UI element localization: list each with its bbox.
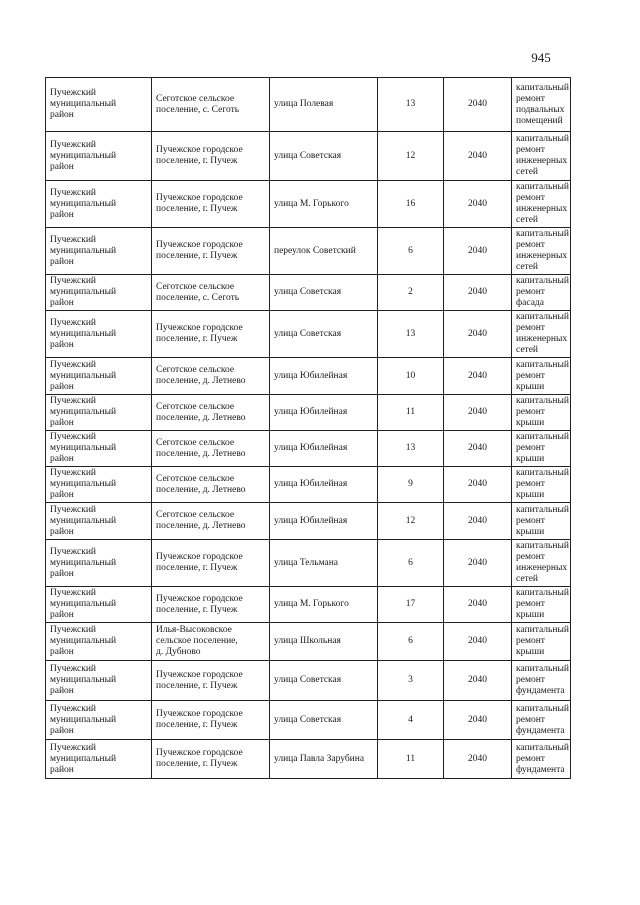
district-line: Пучежский [50,359,96,370]
cell-work [512,431,571,467]
cell-street: улица Юбилейная [270,503,378,540]
district-line: муниципальный [50,714,117,725]
cell-street: улица Юбилейная [270,358,378,395]
work-line: капитальный [516,82,569,93]
work-line: ремонт [516,145,545,155]
cell-year: 2040 [444,275,512,311]
settlement-line: Сеготское сельское [156,473,235,484]
district-line: район [50,526,74,537]
work-line: ремонт [516,323,545,333]
work-line: капитальный [516,432,569,442]
table-row [46,587,571,623]
work-line: капитальный [516,312,569,322]
cell-district [46,623,152,661]
table-row [46,467,571,503]
district-line: Пучежский [50,664,96,674]
cell-work [512,275,571,311]
district-line: муниципальный [50,328,117,339]
cell-work [512,395,571,431]
cell-work [512,311,571,358]
table-row [46,358,571,395]
work-line: капитальный [516,625,569,635]
district-line: район [50,490,74,500]
cell-work [512,132,571,181]
cell-settlement [152,701,270,740]
cell-street: улица Советская [270,661,378,701]
settlement-line: Сеготское сельское [156,281,235,292]
table-row [46,701,571,740]
cell-street: переулок Советский [270,228,378,275]
work-line: капитальный [516,588,569,598]
cell-year: 2040 [444,540,512,587]
cell-street: улица Тельмана [270,540,378,587]
work-line: капитальный [516,742,569,753]
settlement-line: поселение, г. Пучеж [156,334,238,344]
cell-number: 13 [378,431,444,467]
settlement-line: Сеготское сельское [156,401,235,412]
work-line: ремонт [516,753,545,764]
district-line: муниципальный [50,443,117,453]
cell-number: 13 [378,78,444,132]
work-line: капитальный [516,182,569,192]
settlement-line: поселение, г. Пучеж [156,759,238,769]
cell-number: 16 [378,181,444,228]
settlement-line: Пучежское городское [156,593,243,604]
district-line: муниципальный [50,370,117,381]
cell-district [46,311,152,358]
cell-work [512,503,571,540]
cell-number: 6 [378,623,444,661]
cell-district [46,467,152,503]
settlement-line: поселение, д. Летнево [156,521,246,531]
cell-district [46,587,152,623]
cell-work [512,78,571,132]
cell-work [512,623,571,661]
table-row [46,740,571,779]
work-line: инженерных [516,251,568,261]
cell-settlement [152,78,270,132]
district-line: район [50,764,74,775]
cell-settlement [152,503,270,540]
work-line: ремонт крыши [516,636,545,657]
work-line: ремонт крыши [516,599,545,620]
district-line: район [50,686,74,696]
district-line: муниципальный [50,515,117,526]
settlement-line: д. Дубново [156,647,201,657]
cell-number: 13 [378,311,444,358]
work-line: сетей [516,262,539,272]
table-row [46,623,571,661]
work-line: ремонт [516,714,545,725]
cell-settlement [152,467,270,503]
cell-district [46,431,152,467]
cell-number: 4 [378,701,444,740]
district-line: Пучежский [50,625,96,635]
table-row [46,78,571,132]
settlement-line: Пучежское городское [156,323,243,333]
district-line: Пучежский [50,468,96,478]
table-row [46,503,571,540]
settlement-line: Пучежское городское [156,552,243,562]
cell-year: 2040 [444,623,512,661]
cell-number: 17 [378,587,444,623]
settlement-line: поселение, д. Летнево [156,376,246,386]
district-line: муниципальный [50,287,117,297]
cell-district [46,78,152,132]
work-line: капитальный [516,703,569,714]
settlement-line: поселение, г. Пучеж [156,563,238,573]
district-line: Пучежский [50,546,96,557]
cell-district [46,740,152,779]
work-line: капитальный [516,504,569,515]
settlement-line: сельское поселение, [156,636,238,646]
district-line: Пучежский [50,396,96,406]
cell-street: улица Юбилейная [270,431,378,467]
cell-number: 2 [378,275,444,311]
district-line: Пучежский [50,432,96,442]
district-line: муниципальный [50,150,117,161]
work-line: ремонт крыши [516,370,545,392]
work-line: ремонт фасада [516,287,545,308]
work-line: сетей [516,167,539,177]
work-line: капитальный [516,664,569,674]
cell-street: улица Юбилейная [270,395,378,431]
cell-street: улица Юбилейная [270,467,378,503]
table-row [46,395,571,431]
cell-settlement [152,623,270,661]
settlement-line: поселение, г. Пучеж [156,204,238,214]
cell-district [46,395,152,431]
settlement-line: Сеготское сельское [156,93,235,104]
housing-repair-table [45,77,571,779]
work-line: ремонт крыши [516,515,545,537]
table-row [46,181,571,228]
district-line: Пучежский [50,703,96,714]
district-line: Пучежский [50,742,96,753]
district-line: район [50,298,74,308]
work-line: капитальный [516,276,569,286]
cell-number: 11 [378,740,444,779]
cell-district [46,540,152,587]
cell-street: улица Советская [270,701,378,740]
cell-settlement [152,661,270,701]
settlement-line: поселение, г. Пучеж [156,720,238,730]
district-line: муниципальный [50,407,117,417]
district-line: район [50,610,74,620]
cell-settlement [152,395,270,431]
settlement-line: Пучежское городское [156,193,243,203]
settlement-line: поселение, с. Сеготь [156,104,240,115]
cell-year: 2040 [444,467,512,503]
district-line: муниципальный [50,245,117,256]
work-line: капитальный [516,229,569,239]
work-line: капитальный [516,134,569,144]
district-line: район [50,256,74,267]
district-line: муниципальный [50,99,117,109]
settlement-line: Пучежское городское [156,145,243,155]
district-line: район [50,381,74,392]
district-line: муниципальный [50,675,117,685]
district-line: Пучежский [50,504,96,515]
cell-number: 11 [378,395,444,431]
table-row [46,275,571,311]
cell-number: 9 [378,467,444,503]
cell-year: 2040 [444,395,512,431]
cell-number: 12 [378,503,444,540]
cell-work [512,540,571,587]
cell-settlement [152,275,270,311]
work-line: сетей [516,574,539,584]
work-line: инженерных [516,334,568,344]
cell-street: улица Советская [270,311,378,358]
cell-district [46,181,152,228]
cell-year: 2040 [444,503,512,540]
settlement-line: поселение, г. Пучеж [156,604,238,615]
district-line: район [50,454,74,464]
cell-number: 6 [378,540,444,587]
cell-work [512,661,571,701]
cell-street: улица Полевая [270,78,378,132]
cell-settlement [152,587,270,623]
cell-district [46,503,152,540]
district-line: Пучежский [50,234,96,245]
district-line: Пучежский [50,276,96,286]
district-line: муниципальный [50,753,117,764]
table-row [46,431,571,467]
district-line: Пучежский [50,88,96,98]
district-line: район [50,209,74,220]
cell-street: улица Советская [270,275,378,311]
work-line: сетей [516,345,539,355]
cell-number: 3 [378,661,444,701]
district-line: муниципальный [50,198,117,209]
table-row [46,228,571,275]
settlement-line: поселение, г. Пучеж [156,251,238,261]
work-line: подвальных [516,104,565,115]
district-line: Пучежский [50,187,96,198]
work-line: инженерных [516,204,568,214]
settlement-line: Пучежское городское [156,709,243,719]
district-line: район [50,725,74,736]
cell-year: 2040 [444,701,512,740]
district-line: муниципальный [50,557,117,568]
cell-settlement [152,431,270,467]
table-row [46,132,571,181]
cell-number: 12 [378,132,444,181]
work-line: капитальный [516,541,569,551]
settlement-line: Сеготское сельское [156,510,235,520]
cell-work [512,358,571,395]
settlement-line: Пучежское городское [156,748,243,758]
cell-work [512,701,571,740]
district-line: Пучежский [50,588,96,598]
work-line: ремонт [516,675,545,685]
cell-street: улица М. Горького [270,181,378,228]
page-number: 945 [531,50,551,65]
work-line: капитальный [516,468,569,478]
cell-year: 2040 [444,431,512,467]
cell-street: улица Павла Зарубина [270,740,378,779]
cell-year: 2040 [444,311,512,358]
district-line: муниципальный [50,479,117,489]
work-line: капитальный [516,359,569,370]
district-line: район [50,647,74,657]
cell-work [512,467,571,503]
settlement-line: поселение, д. Летнево [156,448,246,459]
table-row [46,311,571,358]
cell-street: улица М. Горького [270,587,378,623]
work-line: ремонт крыши [516,443,545,464]
table-body [46,78,571,779]
settlement-line: поселение, с. Сеготь [156,292,240,303]
cell-settlement [152,311,270,358]
cell-district [46,701,152,740]
district-line: Пучежский [50,317,96,328]
cell-settlement [152,132,270,181]
district-line: район [50,110,74,120]
work-line: ремонт [516,193,545,203]
work-line: помещений [516,115,563,126]
cell-street: улица Школьная [270,623,378,661]
cell-year: 2040 [444,181,512,228]
cell-number: 6 [378,228,444,275]
cell-year: 2040 [444,78,512,132]
cell-district [46,275,152,311]
work-line: инженерных [516,563,568,573]
cell-settlement [152,181,270,228]
cell-district [46,228,152,275]
work-line: ремонт [516,552,545,562]
cell-year: 2040 [444,132,512,181]
settlement-line: поселение, г. Пучеж [156,680,238,691]
work-line: ремонт [516,240,545,250]
cell-number: 10 [378,358,444,395]
cell-work [512,587,571,623]
work-line: ремонт крыши [516,407,545,428]
cell-year: 2040 [444,587,512,623]
cell-district [46,661,152,701]
work-line: ремонт крыши [516,479,545,500]
cell-settlement [152,228,270,275]
district-line: район [50,161,74,172]
cell-street: улица Советская [270,132,378,181]
cell-settlement [152,358,270,395]
cell-work [512,228,571,275]
cell-year: 2040 [444,740,512,779]
work-line: фундамента [516,725,565,736]
cell-district [46,358,152,395]
cell-year: 2040 [444,661,512,701]
district-line: район [50,339,74,350]
settlement-line: поселение, д. Летнево [156,412,246,423]
cell-settlement [152,740,270,779]
district-line: муниципальный [50,636,117,646]
district-line: Пучежский [50,139,96,150]
cell-work [512,181,571,228]
work-line: сетей [516,215,539,225]
cell-work [512,740,571,779]
work-line: ремонт [516,93,545,104]
district-line: район [50,568,74,579]
settlement-line: поселение, д. Летнево [156,484,246,495]
table-row [46,540,571,587]
settlement-line: Пучежское городское [156,240,243,250]
district-line: муниципальный [50,599,117,609]
settlement-line: Пучежское городское [156,669,243,680]
settlement-line: Илья-Высоковское [156,625,232,635]
work-line: капитальный [516,396,569,406]
settlement-line: Сеготское сельское [156,437,235,448]
cell-year: 2040 [444,358,512,395]
cell-district [46,132,152,181]
work-line: инженерных [516,156,568,166]
work-line: фундамента [516,764,565,775]
settlement-line: Сеготское сельское [156,365,235,375]
settlement-line: поселение, г. Пучеж [156,156,238,166]
work-line: фундамента [516,686,565,696]
cell-year: 2040 [444,228,512,275]
cell-settlement [152,540,270,587]
table-row [46,661,571,701]
district-line: район [50,418,74,428]
